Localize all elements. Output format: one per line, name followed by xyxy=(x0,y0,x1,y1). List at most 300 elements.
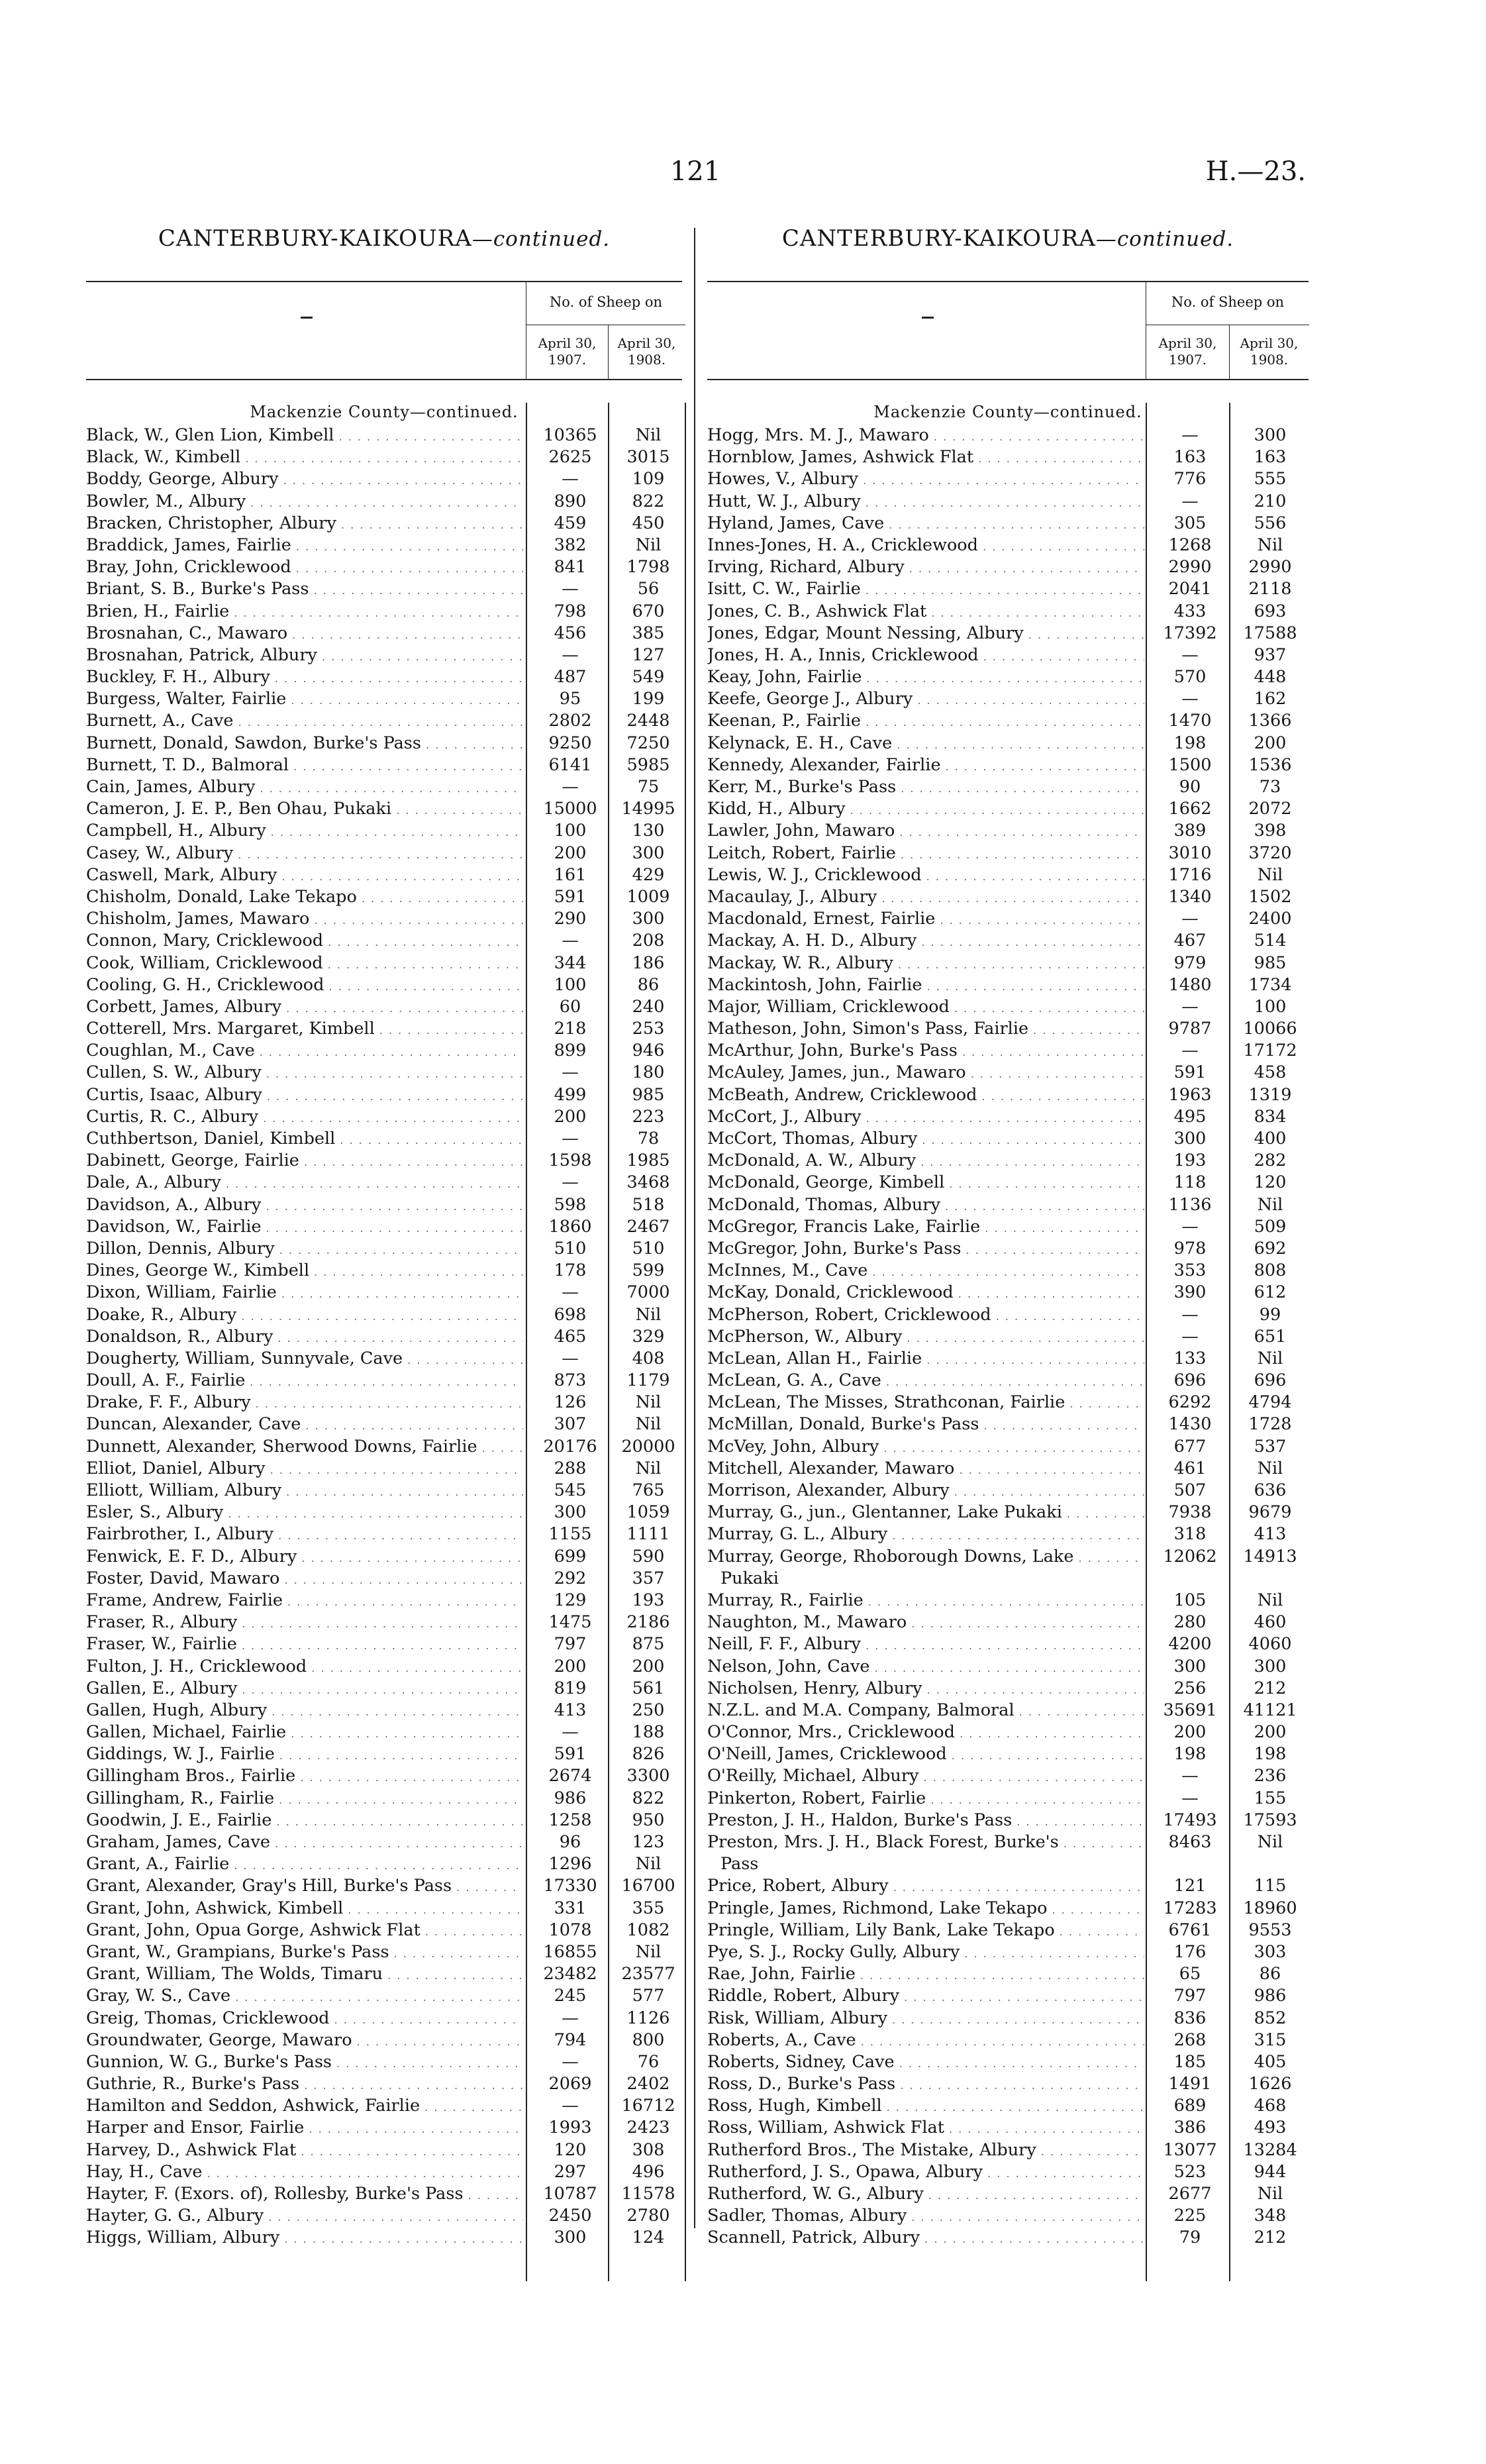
owner-name: Keefe, George J., Albury . . . xyxy=(707,688,1144,711)
owner-name: Cullen, S. W., Albury . . . xyxy=(86,1062,523,1085)
owner-name: Burnett, A., Cave . . . xyxy=(86,710,523,733)
sheep-1908: 1985 xyxy=(626,1151,670,1171)
table-row xyxy=(86,1678,682,1700)
owner-name: Frame, Andrew, Fairlie . . . xyxy=(86,1590,523,1613)
table-row xyxy=(86,1348,682,1370)
sheep-1907: 507 xyxy=(1173,1480,1207,1500)
owner-name: Graham, James, Cave . . . xyxy=(86,1831,523,1855)
sheep-1908: 636 xyxy=(1254,1480,1287,1500)
sheep-1907: 2625 xyxy=(548,447,592,468)
table-header xyxy=(86,281,682,380)
sheep-1908: Nil xyxy=(635,1941,662,1962)
sheep-1907: 79 xyxy=(1179,2228,1201,2248)
sheep-1907: 198 xyxy=(1173,733,1207,753)
sheep-1907: 100 xyxy=(554,974,587,995)
sheep-1907: — xyxy=(1181,1766,1199,1786)
table-row xyxy=(86,1612,682,1633)
sheep-1907: 133 xyxy=(1173,1348,1207,1368)
owner-name: Lewis, W. J., Cricklewood . . . xyxy=(707,864,1144,888)
sheep-1907: — xyxy=(562,644,579,665)
sheep-1908: 9679 xyxy=(1248,1502,1292,1523)
owner-name: Murray, R., Fairlie . . . xyxy=(707,1590,1144,1613)
owner-name: Jones, C. B., Ashwick Flat . . . xyxy=(707,601,1144,624)
sheep-1907: — xyxy=(1181,644,1199,665)
table-row xyxy=(707,1502,1309,1523)
owner-name: Nelson, John, Cave . . . xyxy=(707,1656,1144,1679)
table-row xyxy=(86,1743,682,1765)
table-row xyxy=(86,2073,682,2095)
sheep-1908: 2072 xyxy=(1248,799,1292,819)
owner-name: O'Reilly, Michael, Albury . . . xyxy=(707,1765,1144,1788)
owner-name: Macaulay, J., Albury . . . xyxy=(707,886,1144,909)
sheep-1907: — xyxy=(562,469,579,489)
owner-name: O'Neill, James, Cricklewood . . . xyxy=(707,1743,1144,1767)
owner-name: McPherson, Robert, Cricklewood . . . xyxy=(707,1304,1144,1327)
owner-name: Ross, William, Ashwick Flat . . . xyxy=(707,2117,1144,2140)
table-row xyxy=(86,1656,682,1678)
owner-name: Gillingham Bros., Fairlie . . . xyxy=(86,1765,523,1788)
sheep-1908: 180 xyxy=(632,1062,665,1083)
owner-name: Pringle, William, Lily Bank, Lake Tekapo . . . xyxy=(707,1920,1144,1943)
sheep-1907: 523 xyxy=(1173,2161,1207,2182)
sheep-1907: 95 xyxy=(559,689,581,709)
sheep-1907: 353 xyxy=(1173,1260,1207,1281)
sheep-1907: 126 xyxy=(554,1392,587,1413)
sheep-1908: 1366 xyxy=(1248,711,1292,731)
table-row xyxy=(86,1304,682,1326)
table-row xyxy=(707,1370,1309,1392)
sheep-1908: 3300 xyxy=(626,1766,670,1786)
sheep-1908: 493 xyxy=(1254,2118,1287,2138)
sheep-1907: 510 xyxy=(554,1238,587,1258)
table-row xyxy=(86,2008,682,2029)
sheep-1908: 1179 xyxy=(626,1370,670,1391)
sheep-1907: 118 xyxy=(1173,1172,1207,1193)
sheep-1908: Nil xyxy=(1257,1590,1283,1610)
sheep-1907: 318 xyxy=(1173,1524,1207,1545)
owner-name: Donaldson, R., Albury . . . xyxy=(86,1326,523,1349)
table-row xyxy=(86,1172,682,1194)
sheep-1907: — xyxy=(562,1722,579,1743)
owner-name: Hayter, G. G., Albury . . . xyxy=(86,2205,523,2228)
table-row xyxy=(707,886,1309,908)
sheep-1908: 400 xyxy=(1254,1129,1287,1149)
sheep-1908: 1059 xyxy=(626,1502,670,1523)
sheep-1907: 591 xyxy=(554,1744,587,1765)
owner-name: Hayter, F. (Exors. of), Rollesby, Burke's Pass . . . xyxy=(86,2183,523,2206)
owner-name: Cuthbertson, Daniel, Kimbell . . . xyxy=(86,1128,523,1151)
table-row xyxy=(707,1238,1309,1260)
sheep-1907: — xyxy=(562,1062,579,1083)
sheep-1907: 2677 xyxy=(1168,2184,1212,2204)
sheep-1907: 1475 xyxy=(548,1612,592,1633)
sheep-1908: 1126 xyxy=(626,2008,670,2028)
sheep-1908: 17593 xyxy=(1243,1810,1297,1830)
owner-name: Brosnahan, C., Mawaro . . . xyxy=(86,623,523,646)
sheep-1908: 3720 xyxy=(1248,843,1292,863)
owner-name: Hornblow, James, Ashwick Flat . . . xyxy=(707,446,1144,470)
sheep-1907: 1136 xyxy=(1168,1194,1212,1215)
table-row xyxy=(707,1612,1309,1633)
owner-name: Groundwater, George, Mawaro . . . xyxy=(86,2029,523,2053)
sheep-1907: 598 xyxy=(554,1194,587,1215)
sheep-1908: 355 xyxy=(632,1898,665,1918)
sheep-1908: 549 xyxy=(632,667,665,688)
sheep-1908: 693 xyxy=(1254,601,1287,621)
sheep-1907: 433 xyxy=(1173,601,1207,621)
table-row xyxy=(86,1282,682,1304)
owner-name: Cooling, G. H., Cricklewood . . . xyxy=(86,974,523,998)
sheep-1907: — xyxy=(1181,1304,1199,1325)
sheep-1908: 950 xyxy=(632,1810,665,1830)
table-row xyxy=(707,513,1309,535)
owner-name: Morrison, Alexander, Albury . . . xyxy=(707,1480,1144,1503)
table-row xyxy=(707,1216,1309,1238)
table-row xyxy=(707,1568,1309,1590)
owner-name: Cameron, J. E. P., Ben Ohau, Pukaki . . . xyxy=(86,798,523,821)
table-row xyxy=(707,776,1309,798)
sheep-1907: 1662 xyxy=(1168,799,1212,819)
table-row xyxy=(707,1282,1309,1304)
sheep-1908: Nil xyxy=(1257,1832,1283,1852)
table-row xyxy=(86,908,682,930)
sheep-1908: 822 xyxy=(632,1788,665,1808)
table-row xyxy=(707,666,1309,688)
sheep-1907: 591 xyxy=(554,886,587,907)
owner-name: Irving, Richard, Albury . . . xyxy=(707,556,1144,580)
table-row xyxy=(86,666,682,688)
sheep-1908: 398 xyxy=(1254,821,1287,841)
sheep-1908: 200 xyxy=(1254,1722,1287,1743)
sheep-1908: 413 xyxy=(1254,1524,1287,1545)
table-row xyxy=(707,644,1309,666)
owner-name: Dines, George W., Kimbell . . . xyxy=(86,1260,523,1283)
table-row xyxy=(707,930,1309,952)
sheep-1908: 2402 xyxy=(626,2074,670,2094)
sheep-1908: 2400 xyxy=(1248,909,1292,929)
owner-name: Isitt, C. W., Fairlie . . . xyxy=(707,578,1144,601)
owner-name: Cook, William, Cricklewood . . . xyxy=(86,952,523,976)
owner-name: Elliott, William, Albury . . . xyxy=(86,1480,523,1503)
sheep-1907: 836 xyxy=(1173,2008,1207,2028)
table-row xyxy=(86,798,682,820)
sheep-1908: 2467 xyxy=(626,1216,670,1237)
sheep-1907: — xyxy=(562,931,579,951)
sheep-1908: 2780 xyxy=(626,2206,670,2226)
sheep-1908: 300 xyxy=(1254,425,1287,445)
sheep-1907: 1296 xyxy=(548,1854,592,1874)
sheep-1908: 223 xyxy=(632,1106,665,1127)
table-row xyxy=(707,1348,1309,1370)
sheep-1907: — xyxy=(1181,425,1199,445)
owner-name: Curtis, Isaac, Albury . . . xyxy=(86,1084,523,1107)
owner-name: Hay, H., Cave . . . xyxy=(86,2161,523,2184)
table-header xyxy=(707,281,1309,380)
right-column xyxy=(707,225,1309,2249)
table-row xyxy=(86,1831,682,1853)
sheep-1907: 461 xyxy=(1173,1458,1207,1478)
sheep-1907: — xyxy=(562,777,579,797)
table-row xyxy=(86,2205,682,2227)
sheep-1908: 11578 xyxy=(621,2184,675,2204)
sheep-1907: 1480 xyxy=(1168,974,1212,995)
table-row xyxy=(707,2183,1309,2205)
sheep-1908: 808 xyxy=(1254,1260,1287,1281)
owner-name: Naughton, M., Mawaro . . . xyxy=(707,1612,1144,1635)
sheep-1907: 280 xyxy=(1173,1612,1207,1633)
table-row xyxy=(707,1523,1309,1545)
sheep-1907: 389 xyxy=(1173,821,1207,841)
sheep-1907: 986 xyxy=(554,1788,587,1808)
table-row xyxy=(86,974,682,996)
table-row xyxy=(86,1392,682,1413)
table-row xyxy=(86,2139,682,2161)
sheep-1907: 6141 xyxy=(548,754,592,775)
table-row xyxy=(86,1788,682,1810)
owner-name: McVey, John, Albury . . . xyxy=(707,1436,1144,1459)
sheep-1907: 591 xyxy=(1173,1062,1207,1083)
sheep-1908: 1502 xyxy=(1248,886,1292,907)
sheep-1907: 2674 xyxy=(548,1766,592,1786)
sheep-1908: 73 xyxy=(1259,777,1281,797)
table-row xyxy=(707,1436,1309,1458)
header-april-1907: April 30, 1907. xyxy=(526,325,608,379)
table-row xyxy=(86,1150,682,1172)
section-title-main: CANTERBURY-KAIKOURA xyxy=(781,225,1096,252)
table-row xyxy=(707,1304,1309,1326)
owner-name: McCort, J., Albury . . . xyxy=(707,1106,1144,1129)
sheep-1908: 250 xyxy=(632,1700,665,1720)
owner-name: Goodwin, J. E., Fairlie . . . xyxy=(86,1810,523,1833)
owner-name: Dunnett, Alexander, Sherwood Downs, Fairlie . . . xyxy=(86,1436,523,1459)
owner-name: Harper and Ensor, Fairlie . . . xyxy=(86,2117,523,2140)
table-row xyxy=(86,2227,682,2249)
table-row xyxy=(86,1963,682,1985)
owner-name: Ross, Hugh, Kimbell . . . xyxy=(707,2095,1144,2118)
sheep-1907: 1963 xyxy=(1168,1084,1212,1105)
sheep-1907: 35691 xyxy=(1163,1700,1217,1720)
sheep-1907: 1268 xyxy=(1168,535,1212,555)
table-row xyxy=(86,1502,682,1523)
sheep-1908: Nil xyxy=(1257,864,1283,885)
owner-name: Nicholsen, Henry, Albury . . . xyxy=(707,1678,1144,1701)
sheep-1908: 2448 xyxy=(626,711,670,731)
sheep-1908: Nil xyxy=(635,535,662,555)
report-reference: H.—23. xyxy=(1205,156,1306,187)
column-rule xyxy=(685,403,686,2281)
sheep-1907: 8463 xyxy=(1168,1832,1212,1852)
table-row xyxy=(707,1040,1309,1062)
owner-name: Mitchell, Alexander, Mawaro . . . xyxy=(707,1458,1144,1481)
sheep-1907: 290 xyxy=(554,909,587,929)
section-title-main: CANTERBURY-KAIKOURA xyxy=(158,225,472,252)
owner-name: Kidd, H., Albury . . . xyxy=(707,798,1144,821)
sheep-1907: 677 xyxy=(1173,1436,1207,1457)
owner-name: McLean, The Misses, Strathconan, Fairlie . . . xyxy=(707,1392,1144,1415)
table-row xyxy=(707,1743,1309,1765)
sheep-1908: 212 xyxy=(1254,2228,1287,2248)
sheep-1908: 348 xyxy=(1254,2206,1287,2226)
owner-name: Harvey, D., Ashwick Flat . . . xyxy=(86,2139,523,2163)
left-rows xyxy=(86,425,682,2249)
table-row xyxy=(86,688,682,710)
sheep-1908: 357 xyxy=(632,1568,665,1588)
table-row xyxy=(86,864,682,886)
sheep-1907: — xyxy=(562,1348,579,1368)
sheep-1907: 17493 xyxy=(1163,1810,1217,1830)
owner-name: Drake, F. F., Albury . . . xyxy=(86,1392,523,1415)
sheep-1908: 468 xyxy=(1254,2096,1287,2116)
sheep-1908: 300 xyxy=(632,843,665,863)
table-row xyxy=(86,843,682,864)
table-row xyxy=(86,578,682,600)
owner-name: Kelynack, E. H., Cave . . . xyxy=(707,733,1144,756)
table-row xyxy=(707,1898,1309,1920)
sheep-1908: 405 xyxy=(1254,2051,1287,2072)
table-row xyxy=(86,1216,682,1238)
owner-name: Hutt, W. J., Albury . . . xyxy=(707,491,1144,514)
table-row xyxy=(707,952,1309,974)
table-row xyxy=(707,1458,1309,1480)
section-title xyxy=(86,225,682,257)
sheep-1907: 456 xyxy=(554,623,587,643)
table-row xyxy=(707,996,1309,1018)
sheep-1907: 1500 xyxy=(1168,754,1212,775)
owner-name: Major, William, Cricklewood . . . xyxy=(707,996,1144,1019)
owner-name: McArthur, John, Burke's Pass . . . xyxy=(707,1040,1144,1063)
table-row xyxy=(707,2008,1309,2029)
table-row xyxy=(707,1392,1309,1413)
sheep-1908: 236 xyxy=(1254,1766,1287,1786)
table-row xyxy=(86,710,682,732)
sheep-1908: 1798 xyxy=(626,557,670,578)
owner-name: Matheson, John, Simon's Pass, Fairlie . . . xyxy=(707,1018,1144,1041)
owner-name: Lawler, John, Mawaro . . . xyxy=(707,820,1144,843)
owner-name: Connon, Mary, Cricklewood . . . xyxy=(86,930,523,953)
sheep-1907: 100 xyxy=(554,821,587,841)
owner-name: Grant, William, The Wolds, Timaru . . . xyxy=(86,1963,523,1986)
owner-name: McDonald, A. W., Albury . . . xyxy=(707,1150,1144,1173)
owner-name: Howes, V., Albury . . . xyxy=(707,468,1144,491)
sheep-1907: 1491 xyxy=(1168,2074,1212,2094)
sheep-1907: 2802 xyxy=(548,711,592,731)
sheep-1908: 199 xyxy=(632,689,665,709)
header-sheep-group: No. of Sheep on xyxy=(1146,282,1309,325)
sheep-1908: 429 xyxy=(632,864,665,885)
sheep-1907: 193 xyxy=(1173,1151,1207,1171)
sheep-1907: 776 xyxy=(1173,469,1207,489)
owner-name: Fenwick, E. F. D., Albury . . . xyxy=(86,1546,523,1569)
table-row xyxy=(86,1040,682,1062)
table-row xyxy=(707,1106,1309,1128)
column-divider xyxy=(694,228,695,2228)
sheep-1908: 78 xyxy=(637,1129,660,1149)
table-row xyxy=(86,2029,682,2051)
sheep-1907: 17330 xyxy=(543,1876,597,1896)
table-row xyxy=(707,974,1309,996)
sheep-1908: 75 xyxy=(637,777,660,797)
sheep-1907: 120 xyxy=(554,2139,587,2160)
section-title-continued: —continued. xyxy=(471,227,611,251)
owner-name: Grant, John, Opua Gorge, Ashwick Flat . . . xyxy=(86,1920,523,1943)
table-row xyxy=(86,886,682,908)
sheep-1907: 797 xyxy=(1173,1986,1207,2006)
table-row xyxy=(707,1765,1309,1787)
sheep-1907: 17283 xyxy=(1163,1898,1217,1918)
table-row xyxy=(86,535,682,556)
sheep-1907: — xyxy=(562,1172,579,1193)
table-row xyxy=(86,1238,682,1260)
sheep-1907: 699 xyxy=(554,1546,587,1566)
owner-name: Pye, S. J., Rocky Gully, Albury . . . xyxy=(707,1941,1144,1965)
table-row xyxy=(707,1875,1309,1897)
owner-name: Fraser, R., Albury . . . xyxy=(86,1612,523,1635)
table-row xyxy=(707,2029,1309,2051)
section-title xyxy=(707,225,1309,257)
sheep-1907: 545 xyxy=(554,1480,587,1500)
sheep-1907: 176 xyxy=(1173,1941,1207,1962)
owner-name: Dixon, William, Fairlie . . . xyxy=(86,1282,523,1305)
owner-name: Briant, S. B., Burke's Pass . . . xyxy=(86,578,523,601)
sheep-1908: 986 xyxy=(1254,1986,1287,2006)
sheep-1907: 487 xyxy=(554,667,587,688)
sheep-1908: 13284 xyxy=(1243,2139,1297,2160)
sheep-1908: Nil xyxy=(635,1392,662,1413)
sheep-1908: 1626 xyxy=(1248,2074,1292,2094)
sheep-1907: 819 xyxy=(554,1678,587,1698)
sheep-1908: Nil xyxy=(635,1414,662,1435)
owner-name: Dabinett, George, Fairlie . . . xyxy=(86,1150,523,1173)
sheep-1908: 1728 xyxy=(1248,1414,1292,1435)
sheep-1908: 3015 xyxy=(626,447,670,468)
sheep-1907: 1993 xyxy=(548,2118,592,2138)
table-row xyxy=(707,864,1309,886)
sheep-1908: 1082 xyxy=(626,1920,670,1940)
sheep-1908: 590 xyxy=(632,1546,665,1566)
table-row xyxy=(707,1326,1309,1348)
sheep-1907: 382 xyxy=(554,535,587,555)
owner-name: Rutherford, J. S., Opawa, Albury . . . xyxy=(707,2161,1144,2184)
sheep-1908: Nil xyxy=(1257,2184,1283,2204)
sheep-1907: 6761 xyxy=(1168,1920,1212,1940)
sheep-1908: 208 xyxy=(632,931,665,951)
owner-name: McGregor, Francis Lake, Fairlie . . . xyxy=(707,1216,1144,1239)
sheep-1908: 16700 xyxy=(621,1876,675,1896)
owner-name: Esler, S., Albury . . . xyxy=(86,1502,523,1525)
table-row xyxy=(707,733,1309,754)
sheep-1908: 5985 xyxy=(626,754,670,775)
sheep-1907: 386 xyxy=(1173,2118,1207,2138)
sheep-1908: 23577 xyxy=(621,1964,675,1984)
sheep-1908: 2118 xyxy=(1248,579,1292,599)
table-row xyxy=(86,2161,682,2183)
page-number: 121 xyxy=(669,156,721,187)
sheep-1908: 14913 xyxy=(1243,1546,1297,1566)
sheep-1908: 946 xyxy=(632,1041,665,1061)
table-row xyxy=(707,710,1309,732)
table-row xyxy=(86,1106,682,1128)
sheep-1908: 86 xyxy=(637,974,660,995)
owner-name: Roberts, Sidney, Cave . . . xyxy=(707,2051,1144,2075)
sheep-1908: 210 xyxy=(1254,491,1287,511)
table-row xyxy=(707,754,1309,776)
sheep-1907: 9250 xyxy=(548,733,592,753)
table-row xyxy=(86,1920,682,1941)
sheep-1907: 1258 xyxy=(548,1810,592,1830)
header-sheep-group: No. of Sheep on xyxy=(526,282,685,325)
owner-name: O'Connor, Mrs., Cricklewood . . . xyxy=(707,1721,1144,1745)
sheep-1907: 689 xyxy=(1173,2096,1207,2116)
